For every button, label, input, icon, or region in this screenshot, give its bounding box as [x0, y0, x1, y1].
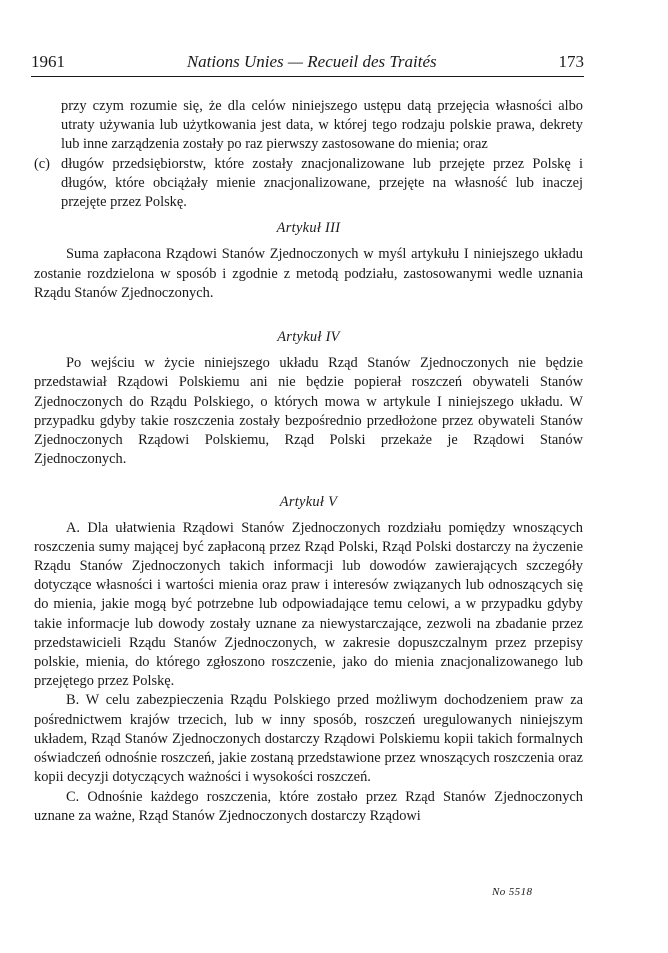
article-5-paragraph-c: C. Odnośnie każdego roszczenia, które zostało przez Rząd Stanów Zjednoczonych uznane za ważne, Rząd Stanów Zjednoczonych dostarczy Rządowi: [34, 788, 583, 824]
article-5-heading: Artykuł V: [279, 494, 338, 511]
body-text: [34, 97, 583, 826]
header-year: 1961: [31, 52, 65, 71]
running-header: [31, 53, 584, 71]
list-item-c-text: długów przedsiębiorstw, które zostały znacjonalizowane lub przejęte przez Polskę i długów, które obciążały mienie znacjonalizowane, przejęte na własność lub inaczej przejęte przez Polskę.: [61, 155, 583, 211]
article-5-paragraph-a: A. Dla ułatwienia Rządowi Stanów Zjednoczonych rozdziału pomiędzy wnoszących roszczenia sumy mającej być zapłaconą przez Rząd Polski, Rząd Polski dostarczy na życzenie Rządu Stanów Zjednoczonych takich informacji lub dowodów zawierających szczegóły dotyczące własności i wartości mienia oraz praw i interesów związanych lub odnoszących się do mienia, jakie mogą być potrzebne lub odpowiadające temu celowi, a w przypadku gdyby takie informacje lub dowody zostały uznane za niewystarczające, zezwoli na zbadanie przez przedstawicieli Rządu Stanów Zjednoczonych, w zakresie dopuszczalnym przez przepisy polskie, mienia, do którego zgłoszono roszczenie, jako do mienia znacjonalizowanego lub przejętego przez Polskę.: [34, 519, 583, 690]
continuation-paragraph: przy czym rozumie się, że dla celów niniejszego ustępu datą przejęcia własności albo utraty używania lub użytkowania jest data, w której tego rodzaju polskie prawa, dekrety lub inne zarządzenia zostały po raz pierwszy zastosowane do mienia; oraz: [61, 98, 583, 153]
header-rule: [31, 76, 584, 77]
list-item-c: [34, 155, 583, 213]
article-4-text: Po wejściu w życie niniejszego układu Rząd Stanów Zjednoczonych nie będzie przedstawiał Rządowi Polskiemu ani nie będzie popierał roszczeń obywateli Stanów Zjednoczonych do Rządu Polskiego, o których mowa w artykule I niniejszego układu. W przypadku gdyby takie roszczenia zostały bezpośrednio przedłożone przez obywateli Stanów Zjednoczonych Rządowi Polskiemu, Rząd Polski przekaże je Rządowi Stanów Zjednoczonych.: [34, 355, 583, 468]
treaty-number: No 5518: [492, 886, 533, 898]
header-page-number: 173: [558, 52, 584, 71]
article-5-paragraph-b: B. W celu zabezpieczenia Rządu Polskiego przed możliwym dochodzeniem praw za pośrednictwem krajów trzecich, lub w inny sposób, roszczeń uregulowanych niniejszym układem, Rząd Stanów Zjednoczonych dostarczy Rządowi Polskiemu kopii takich formalnych oświadczeń odnośnie roszczeń, jakie zostaną przedstawione przez wnoszących roszczenia oraz kopii decyzji dotyczących ważności i wysokości roszczeń.: [34, 692, 583, 786]
article-4-heading: Artykuł IV: [277, 329, 340, 346]
article-3-text: Suma zapłacona Rządowi Stanów Zjednoczonych w myśl artykułu I niniejszego układu zostanie rozdzielona w sposób i zgodnie z metodą podziału, zastosowanymi wedle uznania Rządu Stanów Zjednoczonych.: [34, 246, 583, 301]
article-3-heading: Artykuł III: [276, 220, 341, 237]
list-item-c-label: (c): [34, 155, 50, 172]
header-title: Nations Unies — Recueil des Traités: [186, 52, 437, 71]
